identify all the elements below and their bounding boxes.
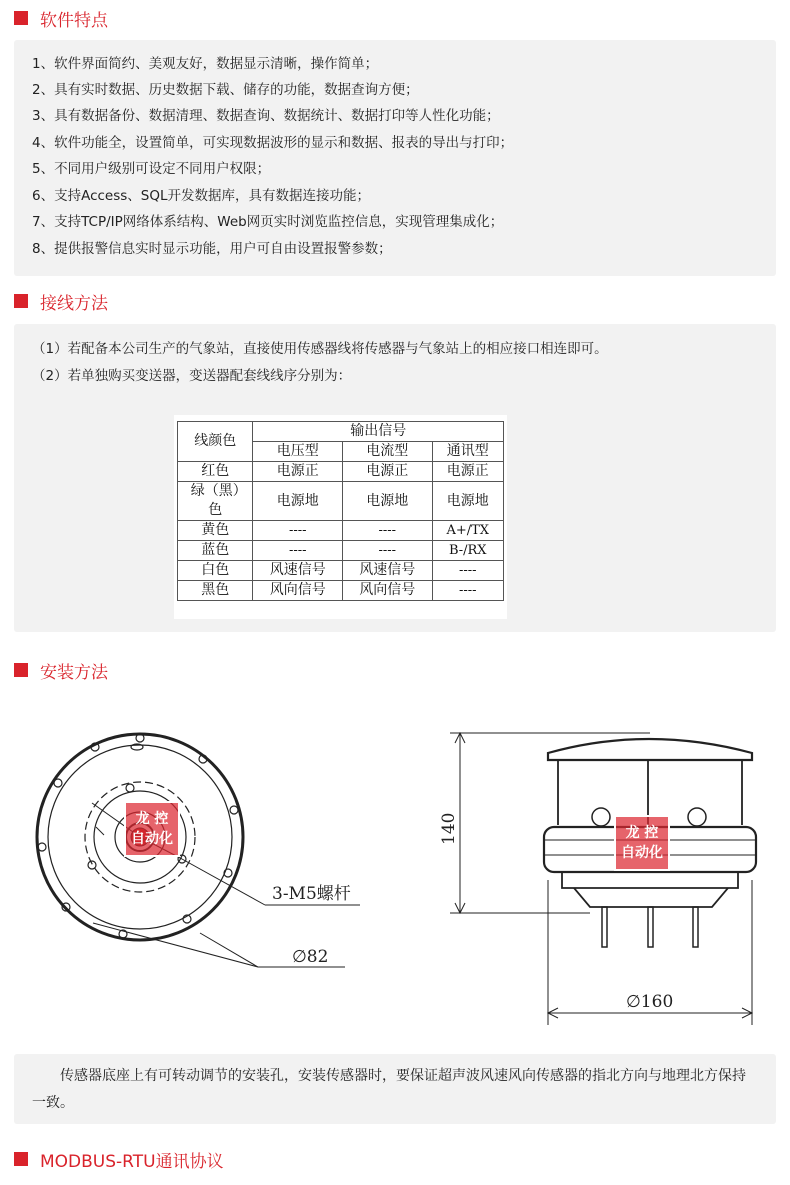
cell: 电源地	[343, 482, 433, 521]
header-output: 输出信号	[253, 422, 504, 442]
feature-item: 7、支持TCP/IP网络体系结构、Web网页实时浏览监控信息，实现管理集成化；	[32, 214, 504, 230]
table-row	[178, 541, 504, 561]
install-drawing	[0, 695, 790, 1055]
wiring-title: 接线方法	[40, 293, 108, 314]
cell: 电源地	[253, 482, 343, 521]
watermark-stamp	[124, 801, 180, 857]
feature-item: 1、软件界面简约、美观友好，数据显示清晰，操作简单；	[32, 56, 379, 72]
cell: 电源正	[432, 462, 503, 482]
watermark-stamp	[614, 815, 670, 871]
diameter-160-label: ∅160	[626, 992, 674, 1012]
cell: 风向信号	[343, 581, 433, 601]
header-voltage: 电压型	[253, 442, 343, 462]
cell: 风速信号	[343, 561, 433, 581]
heading-square-icon	[14, 1152, 28, 1166]
heading-square-icon	[14, 11, 28, 25]
install-heading	[14, 657, 108, 683]
feature-item: 4、软件功能全，设置简单，可实现数据波形的显示和数据、报表的导出与打印；	[32, 135, 514, 151]
height-140-label: 140	[439, 812, 459, 845]
wiring-line-2: （2）若单独购买变送器，变送器配套线线序分别为：	[32, 368, 352, 384]
features-panel	[14, 40, 776, 276]
wiring-table-card	[174, 415, 507, 619]
table-row	[178, 581, 504, 601]
cell: ----	[253, 541, 343, 561]
wiring-table	[177, 421, 504, 601]
heading-square-icon	[14, 663, 28, 677]
header-comm: 通讯型	[432, 442, 503, 462]
install-note: 传感器底座上有可转动调节的安装孔，安装传感器时，要保证超声波风速风向传感器的指北方向与地理北方保持一致。	[32, 1068, 746, 1111]
features-title: 软件特点	[40, 10, 108, 31]
cell: 风向信号	[253, 581, 343, 601]
cell: 电源正	[253, 462, 343, 482]
cell: 黄色	[178, 521, 253, 541]
cell: 风速信号	[253, 561, 343, 581]
feature-item: 8、提供报警信息实时显示功能，用户可自由设置报警参数；	[32, 241, 392, 257]
cell: ----	[253, 521, 343, 541]
cell: ----	[343, 541, 433, 561]
base-top-view	[37, 734, 360, 967]
modbus-title: MODBUS-RTU通讯协议	[40, 1151, 224, 1172]
cell: 黑色	[178, 581, 253, 601]
wiring-heading	[14, 288, 108, 314]
cell: 红色	[178, 462, 253, 482]
table-row	[178, 521, 504, 541]
cell: 绿（黑）色	[178, 482, 253, 521]
cell: A+/TX	[432, 521, 503, 541]
watermark-line-2: 自动化	[621, 845, 663, 861]
header-current: 电流型	[343, 442, 433, 462]
install-note-panel	[14, 1054, 776, 1124]
cell: B-/RX	[432, 541, 503, 561]
cell: ----	[432, 561, 503, 581]
cell: ----	[432, 581, 503, 601]
watermark-line-2: 自动化	[131, 831, 173, 847]
feature-item: 3、具有数据备份、数据清理、数据查询、数据统计、数据打印等人性化功能；	[32, 108, 500, 124]
feature-item: 5、不同用户级别可设定不同用户权限；	[32, 161, 271, 177]
cell: 白色	[178, 561, 253, 581]
watermark-line-1: 龙 控	[135, 811, 169, 827]
wiring-line-1: （1）若配备本公司生产的气象站，直接使用传感器线将传感器与气象站上的相应接口相连即可。	[32, 341, 608, 357]
heading-square-icon	[14, 294, 28, 308]
watermark-line-1: 龙 控	[625, 825, 659, 841]
header-color: 线颜色	[178, 422, 253, 462]
install-title: 安装方法	[40, 662, 108, 683]
features-heading	[14, 5, 108, 31]
screw-label: 3-M5螺杆	[272, 884, 351, 904]
cell: ----	[343, 521, 433, 541]
cell: 蓝色	[178, 541, 253, 561]
cell: 电源正	[343, 462, 433, 482]
cell: 电源地	[432, 482, 503, 521]
diameter-82-label: ∅82	[292, 947, 329, 967]
feature-item: 6、支持Access、SQL开发数据库，具有数据连接功能；	[32, 188, 371, 204]
feature-item: 2、具有实时数据、历史数据下载、储存的功能，数据查询方便；	[32, 82, 419, 98]
table-row	[178, 561, 504, 581]
sensor-side-view	[450, 733, 756, 1025]
modbus-heading	[14, 1146, 224, 1172]
table-row	[178, 482, 504, 521]
table-row	[178, 462, 504, 482]
